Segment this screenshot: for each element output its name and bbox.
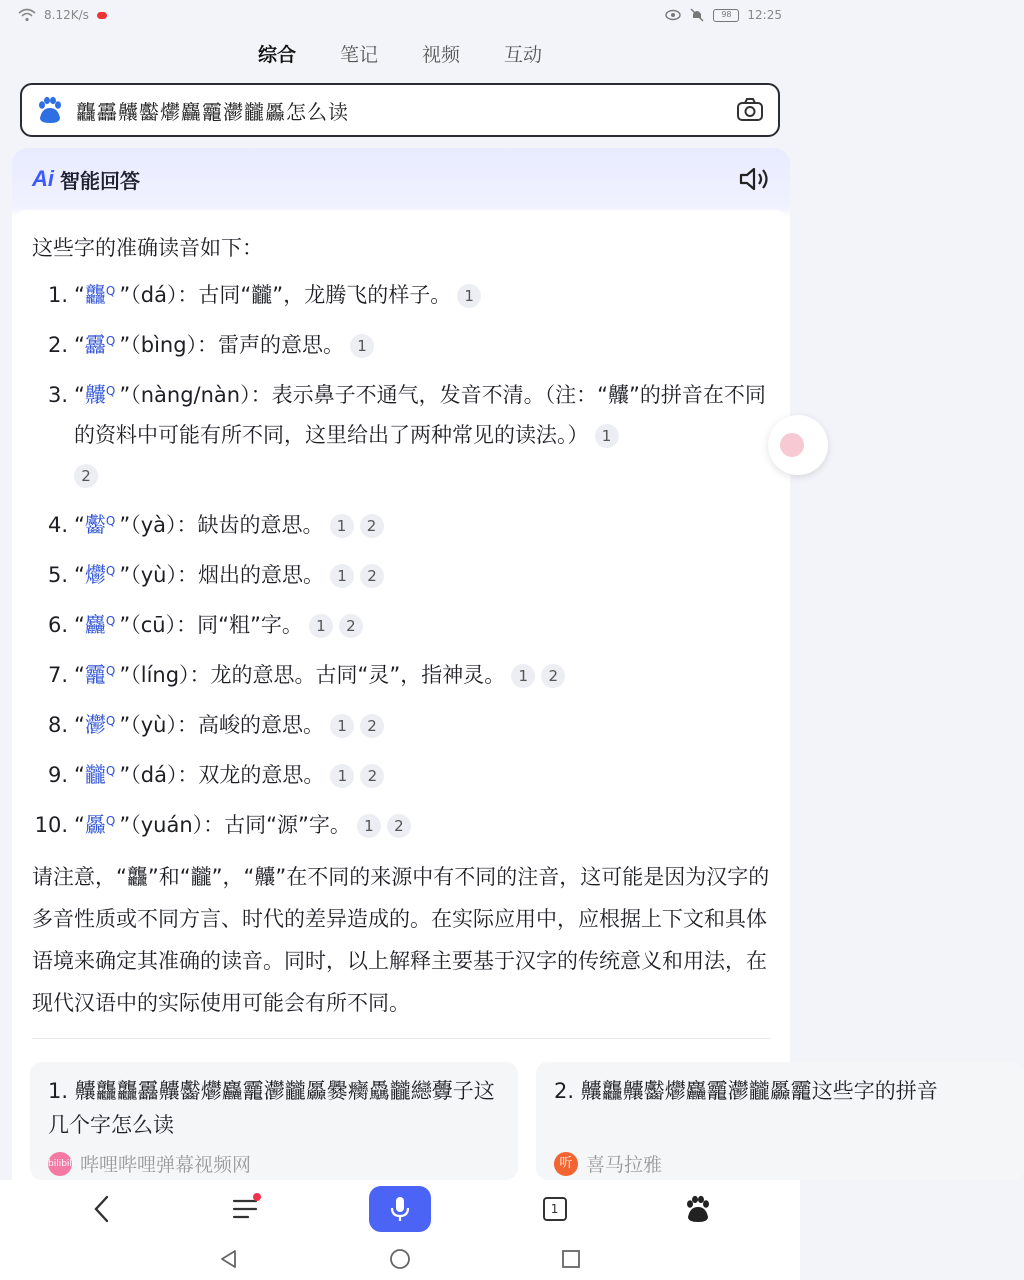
search-input[interactable]: 龘靐齉齾爩麤龗灪龖厵怎么读: [76, 99, 349, 124]
citation-badge[interactable]: 2: [541, 664, 565, 688]
item-content: “齉$^Q$ ”（nàng/nàn）：表示鼻子不通气，发音不清。（注：“齉”的拼音在不同的资料中可能有所不同，这里给出了两种常见的读法。） 1 2: [74, 370, 770, 500]
list-item: [32, 270, 770, 320]
char-link[interactable]: 龖: [84, 763, 106, 787]
item-text: （cū）：同“粗”字。: [130, 613, 303, 637]
source-title: 1. 齉龘龘靐齉齾爩麤龗灪龖厵爨癵驫龖纞虋子这几个字怎么读: [48, 1079, 495, 1137]
item-number: 7.: [47, 663, 68, 687]
source-cards: [30, 1062, 938, 1180]
citation-badge[interactable]: 1: [350, 334, 374, 358]
ai-logo-icon: Ai: [32, 166, 54, 191]
menu-icon: [232, 1198, 258, 1220]
search-icon[interactable]: Q: [105, 284, 116, 298]
search-icon[interactable]: Q: [105, 514, 116, 528]
list-item: [32, 600, 770, 650]
ai-body: [12, 210, 790, 1180]
source-card[interactable]: [30, 1062, 518, 1180]
chevron-left-icon: [92, 1194, 112, 1224]
tabs-button[interactable]: [535, 1189, 575, 1229]
source-site-name: 哔哩哔哩弹幕视频网: [80, 1154, 252, 1176]
citation-badge[interactable]: 2: [360, 514, 384, 538]
ai-note: 请注意，“龘”和“龖”，“齉”在不同的来源中有不同的注音，这可能是因为汉字的多音性质或不同方言、时代的差异造成的。在实际应用中，应根据上下文和具体语境来确定其准确的读音。同时，以上解释主要基于汉字的传统意义和用法，在现代汉语中的实际使用可能会有所不同。: [32, 865, 770, 1015]
citation-badge[interactable]: 1: [330, 514, 354, 538]
citation-badge[interactable]: 1: [330, 764, 354, 788]
search-icon[interactable]: Q: [105, 334, 116, 348]
item-text: （yù）：高峻的意思。: [130, 713, 324, 737]
citation-badge[interactable]: 1: [330, 714, 354, 738]
camera-icon[interactable]: [736, 97, 764, 123]
search-icon[interactable]: Q: [105, 664, 116, 678]
floating-assistant-button[interactable]: [768, 415, 828, 475]
search-icon[interactable]: Q: [105, 714, 116, 728]
list-item: [32, 370, 770, 500]
list-item: [32, 500, 770, 550]
search-icon[interactable]: Q: [105, 614, 116, 628]
source-site: [48, 1150, 500, 1177]
status-left: [18, 8, 107, 22]
char-link[interactable]: 厵: [84, 813, 106, 837]
list-item: [32, 800, 770, 850]
system-back-icon[interactable]: [219, 1249, 239, 1269]
citation-badge[interactable]: 2: [387, 814, 411, 838]
list-item: [32, 750, 770, 800]
tab-interaction[interactable]: 互动: [504, 44, 543, 66]
item-number: 4.: [47, 513, 68, 537]
speaker-icon[interactable]: [738, 164, 770, 194]
item-text: （bìng）：雷声的意思。: [130, 333, 345, 357]
list-item: [32, 320, 770, 370]
search-icon[interactable]: Q: [105, 814, 116, 828]
search-tabs: [0, 40, 800, 80]
search-icon[interactable]: Q: [105, 764, 116, 778]
char-link[interactable]: 麤: [84, 613, 106, 637]
source-site-name: 喜马拉雅: [586, 1154, 663, 1176]
item-number: 10.: [34, 813, 68, 837]
citation-badge[interactable]: 2: [339, 614, 363, 638]
item-text: （dá）：古同“龖”，龙腾飞的样子。: [130, 283, 452, 307]
system-recents-icon[interactable]: [561, 1249, 581, 1269]
baidu-paw-icon: [684, 1195, 712, 1223]
menu-button[interactable]: [225, 1189, 265, 1229]
item-text: （yù）：烟出的意思。: [130, 563, 324, 587]
assistant-avatar-icon: [780, 433, 804, 457]
ai-header: [12, 148, 790, 210]
citation-badge[interactable]: 1: [309, 614, 333, 638]
item-text: （yà）：缺齿的意思。: [130, 513, 324, 537]
citation-badge[interactable]: 1: [511, 664, 535, 688]
back-button[interactable]: [82, 1189, 122, 1229]
item-text: （yuán）：古同“源”字。: [130, 813, 351, 837]
char-link[interactable]: 龘: [84, 283, 106, 307]
item-text: （nàng/nàn）：表示鼻子不通气，发音不清。（注：“齉”的拼音在不同的资料中可能有所不同，这里给出了两种常见的读法。）: [74, 383, 766, 447]
item-content: “灪$^Q$ ”（yù）：高峻的意思。 1 2: [74, 700, 770, 750]
item-number: 8.: [47, 713, 68, 737]
bottom-nav: [0, 1180, 800, 1238]
eye-icon: [665, 8, 681, 22]
list-item: [32, 550, 770, 600]
item-content: “龖$^Q$ ”（dá）：双龙的意思。 1 2: [74, 750, 770, 800]
list-item: [32, 700, 770, 750]
item-number: 2.: [47, 333, 68, 357]
ai-answer-card: [12, 148, 790, 1180]
char-link[interactable]: 齾: [84, 513, 106, 537]
item-number: 5.: [47, 563, 68, 587]
notification-dot: [253, 1193, 261, 1201]
tab-count: 1: [543, 1197, 567, 1221]
status-bar: [0, 0, 800, 30]
system-nav: [0, 1238, 800, 1280]
ai-intro: 这些字的准确读音如下：: [32, 236, 263, 260]
tab-notes[interactable]: 笔记: [339, 44, 378, 66]
clock: 12:25: [747, 8, 782, 22]
item-number: 1.: [47, 283, 68, 307]
citation-badge[interactable]: 1: [357, 814, 381, 838]
citation-badge[interactable]: 2: [360, 764, 384, 788]
item-content: “齾$^Q$ ”（yà）：缺齿的意思。 1 2: [74, 500, 770, 550]
battery-icon: 98: [713, 9, 739, 22]
tab-video[interactable]: 视频: [422, 44, 461, 66]
item-content: “靐$^Q$ ”（bìng）：雷声的意思。 1: [74, 320, 770, 370]
source-card[interactable]: [536, 1062, 1024, 1180]
citation-badge[interactable]: 1: [330, 564, 354, 588]
citation-badge[interactable]: 2: [360, 564, 384, 588]
item-content: “爩$^Q$ ”（yù）：烟出的意思。 1 2: [74, 550, 770, 600]
tab-comprehensive[interactable]: 综合: [257, 44, 296, 66]
status-right: [665, 8, 782, 22]
char-link[interactable]: 爩: [84, 563, 106, 587]
citation-badge[interactable]: 1: [595, 424, 619, 448]
wifi-icon: [18, 8, 36, 22]
char-link[interactable]: 齉: [84, 383, 106, 407]
microphone-icon: [389, 1195, 411, 1223]
item-content: “厵$^Q$ ”（yuán）：古同“源”字。 1 2: [74, 800, 770, 850]
ai-title-text: 智能回答: [60, 168, 140, 193]
ai-title: [32, 165, 140, 194]
bilibili-icon: bilibili: [48, 1152, 72, 1176]
voice-search-button[interactable]: [369, 1186, 431, 1232]
network-speed: 8.12K/s: [44, 8, 89, 22]
baidu-paw-icon: [36, 96, 64, 124]
item-content: “龘$^Q$ ”（dá）：古同“龖”，龙腾飞的样子。 1: [74, 270, 770, 320]
search-bar[interactable]: [20, 83, 780, 137]
item-content: “龗$^Q$ ”（líng）：龙的意思。古同“灵”，指神灵。 1 2: [74, 650, 770, 700]
citation-badge[interactable]: 1: [457, 284, 481, 308]
char-link[interactable]: 靐: [84, 333, 106, 357]
item-number: 6.: [47, 613, 68, 637]
char-link[interactable]: 灪: [84, 713, 106, 737]
search-icon[interactable]: Q: [105, 384, 116, 398]
char-link[interactable]: 龗: [84, 663, 106, 687]
list-item: [32, 650, 770, 700]
ximalaya-icon: 听: [554, 1152, 578, 1176]
divider: [32, 1038, 770, 1039]
mute-bell-icon: [689, 8, 705, 22]
search-icon[interactable]: Q: [105, 564, 116, 578]
source-title: 2. 齉龘齉齾爩麤龗灪龖厵龗这些字的拼音: [554, 1079, 938, 1103]
baidu-home-button[interactable]: [678, 1189, 718, 1229]
item-number: 3.: [47, 383, 68, 407]
system-home-icon[interactable]: [389, 1248, 411, 1270]
item-text: （líng）：龙的意思。古同“灵”，指神灵。: [130, 663, 506, 687]
source-site: [554, 1150, 1006, 1177]
item-number: 9.: [47, 763, 68, 787]
notification-icon: [97, 12, 107, 19]
item-text: （dá）：双龙的意思。: [130, 763, 325, 787]
citation-badge[interactable]: 2: [74, 464, 98, 488]
item-content: “麤$^Q$ ”（cū）：同“粗”字。 1 2: [74, 600, 770, 650]
citation-badge[interactable]: 2: [360, 714, 384, 738]
